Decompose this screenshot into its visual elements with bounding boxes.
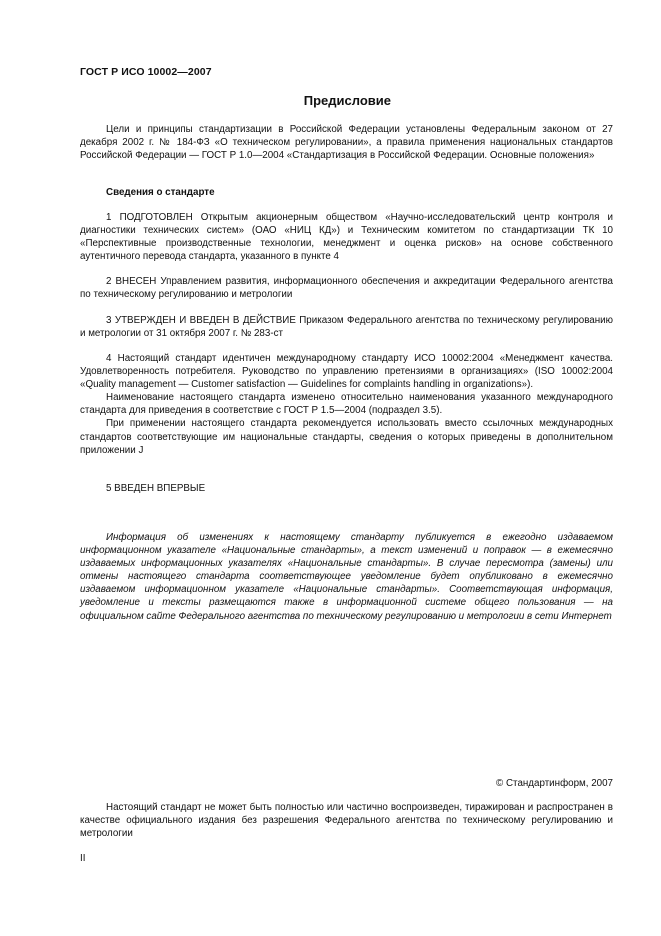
standard-info-item-1 [80, 211, 613, 263]
foreword-intro-text: Цели и принципы стандартизации в Российской Федерации установлены Федеральным законом от 27 декабря 2002 г. № 184-ФЗ «О техническом регулировании», а правила применения национальных стандартов Российской Федерации — ГОСТ Р 1.0—2004 «Стандартизация в Российской Федерации. Основные положения» [80, 124, 613, 162]
standard-info-item-3-text: 3 УТВЕРЖДЕН И ВВЕДЕН В ДЕЙСТВИЕ Приказом Федерального агентства по техническому регулированию и метрологии от 31 октября 2007 г. № 283-ст [80, 315, 613, 340]
standard-info-heading: Сведения о стандарте [106, 187, 215, 198]
standard-info-item-4-paragraph-1: 4 Настоящий стандарт идентичен международному стандарту ИСО 10002:2004 «Менеджмент качества. Удовлетворенность потребителя. Руководство по управлению претензиями в организациях» (ISO 10002:2004 «Quality management — Customer satisfaction — Guidelines for complaints handling in organizations»). [80, 353, 613, 391]
page-number: II [80, 853, 86, 864]
standard-info-item-3 [80, 314, 613, 340]
standard-info-item-2-text: 2 ВНЕСЕН Управлением развития, информационного обеспечения и аккредитации Федерального агентства по техническому регулированию и метрологии [80, 276, 613, 301]
standard-info-item-1-text: 1 ПОДГОТОВЛЕН Открытым акционерным обществом «Научно-исследовательский центр контроля и диагностики технических систем» (ОАО «НИЦ КД») и Техническим комитетом по стандартизации ТК 10 «Перспективные производственные технологии, менеджмент и оценка рисков» на основе собственного аутентичного перевода стандарта, указанного в пункте 4 [80, 212, 613, 263]
standard-code: ГОСТ Р ИСО 10002—2007 [80, 66, 212, 78]
foreword-intro [80, 123, 613, 162]
reproduction-notice-text: Настоящий стандарт не может быть полностью или частично воспроизведен, тиражирован и распространен в качестве официального издания без разрешения Федерального агентства по техническому регулированию и метрологии [80, 802, 613, 840]
copyright-line: © Стандартинформ, 2007 [496, 778, 613, 789]
change-notice [80, 531, 613, 623]
standard-info-item-4 [80, 352, 613, 457]
standard-info-item-5 [80, 482, 613, 495]
foreword-title [80, 93, 612, 108]
change-notice-text: Информация об изменениях к настоящему стандарту публикуется в ежегодно издаваемом информационном указателе «Национальные стандарты», а текст изменений и поправок — в ежемесячно издаваемых информационных указателях «Национальные стандарты». В случае пересмотра (замены) или отмены настоящего стандарта соответствующее уведомление будет опубликовано в ежемесячно издаваемом информационном указателе «Национальные стандарты». Соответствующая информация, уведомление и тексты размещаются также в информационной системе общего пользования — на официальном сайте Федерального агентства по техническому регулированию и метрологии в сети Интернет [80, 532, 613, 622]
foreword-title-text: Предисловие [303, 93, 391, 108]
standard-info-item-4-paragraph-2: Наименование настоящего стандарта изменено относительно наименования указанного международного стандарта для приведения в соответствие с ГОСТ Р 1.5—2004 (подраздел 3.5). [80, 392, 613, 417]
standard-info-item-2 [80, 275, 613, 301]
standard-info-item-4-paragraph-3: При применении настоящего стандарта рекомендуется использовать вместо ссылочных международных стандартов соответствующие им национальные стандарты, сведения о которых приведены в дополнительном приложении J [80, 418, 613, 456]
standard-info-item-5-text: 5 ВВЕДЕН ВПЕРВЫЕ [106, 483, 206, 494]
reproduction-notice [80, 801, 613, 840]
